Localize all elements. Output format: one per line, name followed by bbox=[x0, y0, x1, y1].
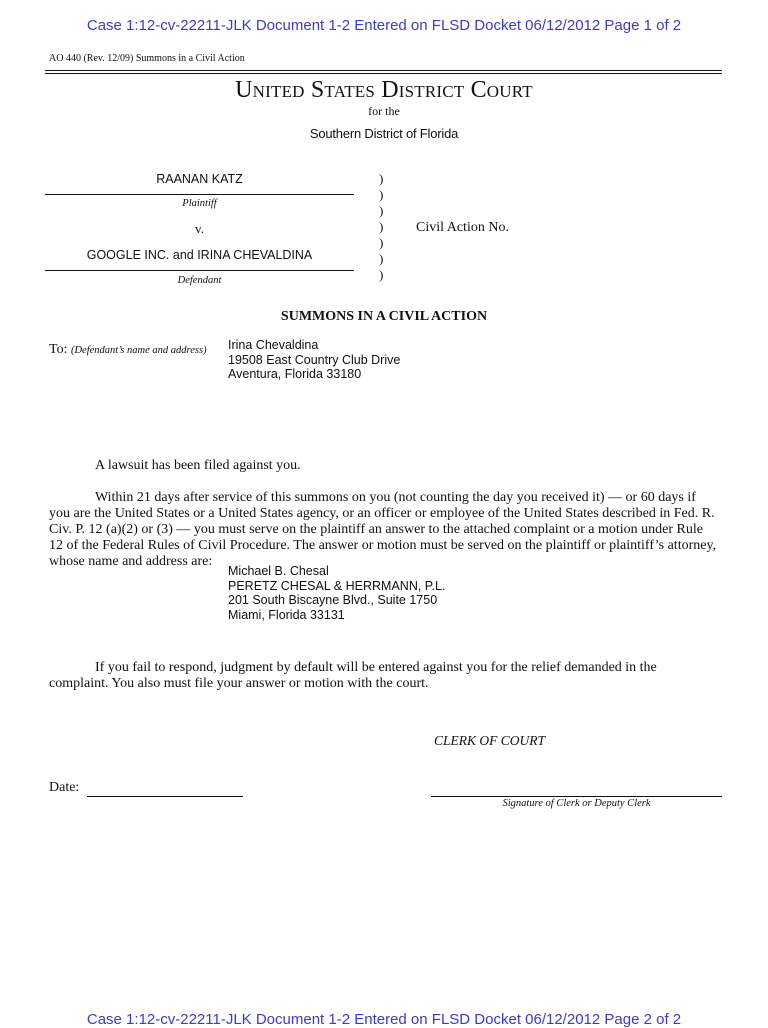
court-for-the: for the bbox=[368, 104, 400, 118]
docket-footer-stamp: Case 1:12-cv-22211-JLK Document 1-2 Entered on FLSD Docket 06/12/2012 Page 2 of 2 bbox=[86, 1011, 682, 1028]
header-rule-bottom bbox=[45, 73, 722, 74]
paragraph-lawsuit-filed: A lawsuit has been filed against you. bbox=[95, 458, 301, 473]
defendant-label: Defendant bbox=[177, 275, 222, 286]
defendant-address-street: 19508 East Country Club Drive bbox=[228, 352, 401, 367]
paragraph-response-deadline: Within 21 days after service of this summons on you (not counting the day you received it) — or 60 days if you are the United States or a United States agency, or an officer or employee of the United States described in Fed. R. Civ. P. 12 (a)(2) or (3) — you must serve on the plaintiff an answer to the attached complaint or a motion under Rule 12 of the Federal Rules of Civil Procedure. The answer or motion must be served on the plaintiff or plaintiff’s attorney, whose name and address are: bbox=[49, 490, 717, 569]
attorney-firm: PERETZ CHESAL & HERRMANN, P.L. bbox=[228, 578, 446, 593]
caption-parentheses: ) ) ) ) ) ) ) bbox=[379, 171, 384, 282]
plaintiff-line bbox=[45, 194, 354, 195]
civil-action-label: Civil Action No. bbox=[416, 220, 509, 235]
docket-header-stamp: Case 1:12-cv-22211-JLK Document 1-2 Entered on FLSD Docket 06/12/2012 Page 1 of 2 bbox=[86, 17, 682, 34]
defendant-line bbox=[45, 270, 354, 271]
defendant-address bbox=[228, 338, 400, 382]
plaintiff-name: RAANAN KATZ bbox=[156, 172, 243, 186]
defendant-address-city: Aventura, Florida 33180 bbox=[228, 367, 362, 381]
summons-heading: SUMMONS IN A CIVIL ACTION bbox=[280, 309, 488, 324]
to-note: (Defendant’s name and address) bbox=[70, 345, 207, 356]
to-label bbox=[49, 342, 207, 358]
defendant-address-name: Irina Chevaldina bbox=[228, 338, 319, 352]
signature-label: Signature of Clerk or Deputy Clerk bbox=[502, 798, 651, 809]
court-title: United States District Court bbox=[235, 77, 533, 103]
defendant-name: GOOGLE INC. and IRINA CHEVALDINA bbox=[86, 248, 313, 262]
to-prefix: To: bbox=[49, 342, 68, 357]
form-identifier: AO 440 (Rev. 12/09) Summons in a Civil Action bbox=[49, 53, 245, 64]
clerk-of-court-label: CLERK OF COURT bbox=[434, 733, 546, 748]
plaintiff-label: Plaintiff bbox=[182, 198, 217, 209]
date-line bbox=[87, 796, 243, 797]
court-district: Southern District of Florida bbox=[309, 126, 459, 141]
attorney-name: Michael B. Chesal bbox=[228, 564, 329, 578]
attorney-street: 201 South Biscayne Blvd., Suite 1750 bbox=[228, 593, 438, 607]
attorney-address bbox=[228, 564, 445, 622]
header-rule-top bbox=[45, 70, 722, 71]
signature-line bbox=[431, 796, 722, 797]
versus-label: v. bbox=[195, 221, 204, 236]
date-label: Date: bbox=[49, 780, 80, 795]
attorney-city: Miami, Florida 33131 bbox=[228, 607, 345, 622]
paragraph-default-judgment: If you fail to respond, judgment by default will be entered against you for the relief demanded in the complaint. You also must file your answer or motion with the court. bbox=[49, 660, 657, 691]
